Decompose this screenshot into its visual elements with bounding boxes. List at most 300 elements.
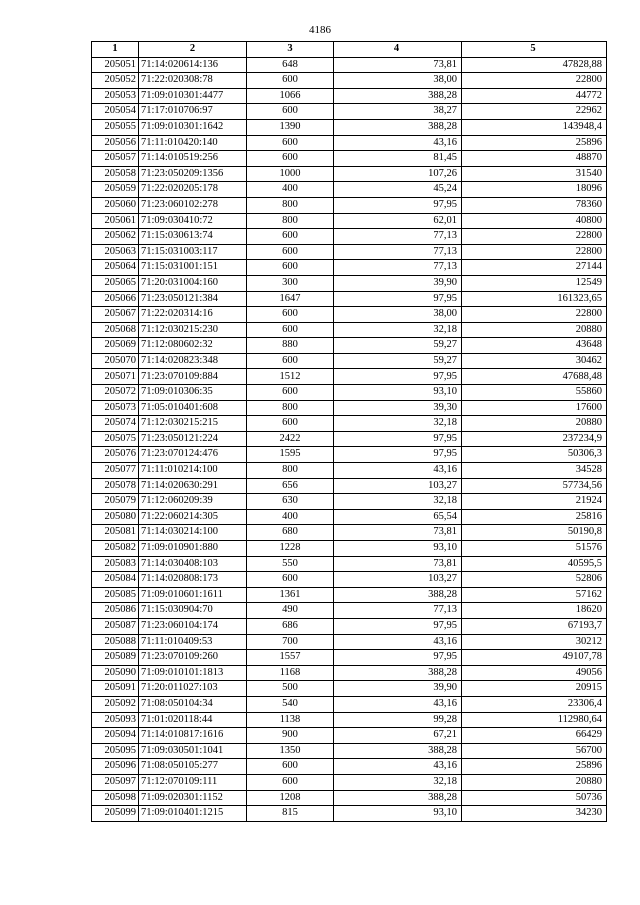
table-row [92,229,607,245]
area-cell: 600 [247,572,334,588]
value-cell: 57162 [462,587,607,603]
row-number-cell: 205058 [92,166,139,182]
value-cell: 27144 [462,260,607,276]
data-table [91,41,607,822]
cadastral-number-cell: 71:23:070109:260 [139,650,247,666]
table-row [92,182,607,198]
value-cell: 56700 [462,743,607,759]
table-row [92,587,607,603]
row-number-cell: 205098 [92,790,139,806]
row-number-cell: 205070 [92,353,139,369]
rate-cell: 32,18 [334,494,462,510]
cadastral-number-cell: 71:11:010409:53 [139,634,247,650]
row-number-cell: 205078 [92,478,139,494]
cadastral-number-cell: 71:09:020301:1152 [139,790,247,806]
cadastral-number-cell: 71:22:020205:178 [139,182,247,198]
row-number-cell: 205074 [92,416,139,432]
row-number-cell: 205089 [92,650,139,666]
row-number-cell: 205097 [92,774,139,790]
rate-cell: 73,81 [334,57,462,73]
row-number-cell: 205073 [92,400,139,416]
table-row [92,291,607,307]
cadastral-number-cell: 71:15:031003:117 [139,244,247,260]
rate-cell: 73,81 [334,525,462,541]
value-cell: 52806 [462,572,607,588]
value-cell: 112980,64 [462,712,607,728]
cadastral-number-cell: 71:09:030410:72 [139,213,247,229]
cadastral-number-cell: 71:14:020614:136 [139,57,247,73]
rate-cell: 59,27 [334,338,462,354]
cadastral-number-cell: 71:14:020630:291 [139,478,247,494]
table-row [92,728,607,744]
value-cell: 66429 [462,728,607,744]
cadastral-number-cell: 71:14:020823:348 [139,353,247,369]
row-number-cell: 205062 [92,229,139,245]
value-cell: 78360 [462,197,607,213]
rate-cell: 388,28 [334,743,462,759]
row-number-cell: 205075 [92,431,139,447]
value-cell: 30462 [462,353,607,369]
table-row [92,463,607,479]
cadastral-number-cell: 71:09:010101:1813 [139,665,247,681]
table-row [92,447,607,463]
table-row [92,572,607,588]
value-cell: 20915 [462,681,607,697]
row-number-cell: 205052 [92,73,139,89]
table-row [92,759,607,775]
value-cell: 50306,3 [462,447,607,463]
rate-cell: 388,28 [334,587,462,603]
value-cell: 237234,9 [462,431,607,447]
table-row [92,135,607,151]
table-row [92,712,607,728]
area-cell: 1138 [247,712,334,728]
rate-cell: 38,27 [334,104,462,120]
value-cell: 161323,65 [462,291,607,307]
row-number-cell: 205096 [92,759,139,775]
cadastral-number-cell: 71:12:030215:215 [139,416,247,432]
cadastral-number-cell: 71:11:010420:140 [139,135,247,151]
rate-cell: 388,28 [334,790,462,806]
cadastral-number-cell: 71:20:011027:103 [139,681,247,697]
value-cell: 67193,7 [462,618,607,634]
cadastral-number-cell: 71:12:060209:39 [139,494,247,510]
area-cell: 700 [247,634,334,650]
table-row [92,603,607,619]
value-cell: 50190,8 [462,525,607,541]
rate-cell: 43,16 [334,696,462,712]
row-number-cell: 205064 [92,260,139,276]
value-cell: 12549 [462,275,607,291]
row-number-cell: 205054 [92,104,139,120]
row-number-cell: 205079 [92,494,139,510]
row-number-cell: 205099 [92,806,139,822]
value-cell: 51576 [462,541,607,557]
area-cell: 815 [247,806,334,822]
table-row [92,244,607,260]
rate-cell: 43,16 [334,463,462,479]
rate-cell: 32,18 [334,416,462,432]
cadastral-number-cell: 71:23:060104:174 [139,618,247,634]
table-row [92,369,607,385]
cadastral-number-cell: 71:17:010706:97 [139,104,247,120]
rate-cell: 97,95 [334,291,462,307]
row-number-cell: 205085 [92,587,139,603]
row-number-cell: 205059 [92,182,139,198]
rate-cell: 39,90 [334,681,462,697]
area-cell: 600 [247,774,334,790]
cadastral-number-cell: 71:09:010601:1611 [139,587,247,603]
table-row [92,307,607,323]
row-number-cell: 205057 [92,151,139,167]
cadastral-number-cell: 71:20:031004:160 [139,275,247,291]
row-number-cell: 205068 [92,322,139,338]
rate-cell: 107,26 [334,166,462,182]
cadastral-number-cell: 71:14:010817:1616 [139,728,247,744]
table-row [92,104,607,120]
area-cell: 800 [247,463,334,479]
value-cell: 18620 [462,603,607,619]
area-cell: 1647 [247,291,334,307]
area-cell: 600 [247,307,334,323]
area-cell: 1512 [247,369,334,385]
row-number-cell: 205072 [92,385,139,401]
cadastral-number-cell: 71:23:050209:1356 [139,166,247,182]
value-cell: 18096 [462,182,607,198]
cadastral-number-cell: 71:23:070109:884 [139,369,247,385]
value-cell: 43648 [462,338,607,354]
area-cell: 1557 [247,650,334,666]
cadastral-number-cell: 71:23:070124:476 [139,447,247,463]
area-cell: 1208 [247,790,334,806]
table-row [92,634,607,650]
value-cell: 50736 [462,790,607,806]
table-row [92,119,607,135]
column-header: 5 [462,42,607,58]
value-cell: 17600 [462,400,607,416]
cadastral-number-cell: 71:14:030408:103 [139,556,247,572]
cadastral-number-cell: 71:09:030501:1041 [139,743,247,759]
value-cell: 22962 [462,104,607,120]
row-number-cell: 205060 [92,197,139,213]
table-row [92,650,607,666]
cadastral-number-cell: 71:23:060102:278 [139,197,247,213]
area-cell: 686 [247,618,334,634]
cadastral-number-cell: 71:09:010401:1215 [139,806,247,822]
area-cell: 1228 [247,541,334,557]
row-number-cell: 205086 [92,603,139,619]
column-header: 1 [92,42,139,58]
value-cell: 48870 [462,151,607,167]
cadastral-number-cell: 71:22:020314:16 [139,307,247,323]
table-row [92,353,607,369]
rate-cell: 45,24 [334,182,462,198]
table-row [92,556,607,572]
rate-cell: 73,81 [334,556,462,572]
rate-cell: 81,45 [334,151,462,167]
area-cell: 600 [247,322,334,338]
row-number-cell: 205053 [92,88,139,104]
row-number-cell: 205065 [92,275,139,291]
cadastral-number-cell: 71:05:010401:608 [139,400,247,416]
value-cell: 22800 [462,307,607,323]
rate-cell: 93,10 [334,385,462,401]
rate-cell: 39,90 [334,275,462,291]
area-cell: 656 [247,478,334,494]
table-row [92,322,607,338]
area-cell: 600 [247,151,334,167]
cadastral-number-cell: 71:22:020308:78 [139,73,247,89]
table-row [92,790,607,806]
area-cell: 600 [247,244,334,260]
table-row [92,494,607,510]
area-cell: 1361 [247,587,334,603]
table-row [92,385,607,401]
table-row [92,618,607,634]
area-cell: 1595 [247,447,334,463]
table-row [92,338,607,354]
value-cell: 40595,5 [462,556,607,572]
rate-cell: 43,16 [334,135,462,151]
cadastral-number-cell: 71:01:020118:44 [139,712,247,728]
value-cell: 47828,88 [462,57,607,73]
cadastral-number-cell: 71:08:050104:34 [139,696,247,712]
value-cell: 25816 [462,509,607,525]
area-cell: 600 [247,104,334,120]
rate-cell: 39,30 [334,400,462,416]
value-cell: 55860 [462,385,607,401]
row-number-cell: 205082 [92,541,139,557]
table-row [92,88,607,104]
table-row [92,774,607,790]
cadastral-number-cell: 71:15:030904:70 [139,603,247,619]
value-cell: 40800 [462,213,607,229]
area-cell: 1168 [247,665,334,681]
value-cell: 20880 [462,322,607,338]
table-row [92,806,607,822]
cadastral-number-cell: 71:09:010306:35 [139,385,247,401]
area-cell: 800 [247,400,334,416]
table-row [92,681,607,697]
cadastral-number-cell: 71:23:050121:384 [139,291,247,307]
area-cell: 600 [247,416,334,432]
table-row [92,478,607,494]
value-cell: 31540 [462,166,607,182]
cadastral-number-cell: 71:14:030214:100 [139,525,247,541]
area-cell: 1066 [247,88,334,104]
value-cell: 49056 [462,665,607,681]
table-row [92,696,607,712]
column-header: 2 [139,42,247,58]
cadastral-number-cell: 71:14:010519:256 [139,151,247,167]
value-cell: 25896 [462,135,607,151]
rate-cell: 103,27 [334,572,462,588]
table-header-row [92,42,607,58]
area-cell: 600 [247,385,334,401]
rate-cell: 32,18 [334,322,462,338]
rate-cell: 32,18 [334,774,462,790]
row-number-cell: 205063 [92,244,139,260]
area-cell: 800 [247,197,334,213]
rate-cell: 77,13 [334,229,462,245]
cadastral-number-cell: 71:14:020808:173 [139,572,247,588]
value-cell: 30212 [462,634,607,650]
value-cell: 34528 [462,463,607,479]
cadastral-number-cell: 71:15:030613:74 [139,229,247,245]
cadastral-number-cell: 71:08:050105:277 [139,759,247,775]
row-number-cell: 205056 [92,135,139,151]
value-cell: 34230 [462,806,607,822]
row-number-cell: 205071 [92,369,139,385]
table-row [92,509,607,525]
rate-cell: 59,27 [334,353,462,369]
row-number-cell: 205055 [92,119,139,135]
table-row [92,260,607,276]
table-row [92,525,607,541]
value-cell: 20880 [462,416,607,432]
rate-cell: 97,95 [334,650,462,666]
row-number-cell: 205067 [92,307,139,323]
row-number-cell: 205077 [92,463,139,479]
rate-cell: 38,00 [334,307,462,323]
table-row [92,197,607,213]
table-row [92,665,607,681]
row-number-cell: 205090 [92,665,139,681]
area-cell: 2422 [247,431,334,447]
row-number-cell: 205051 [92,57,139,73]
rate-cell: 67,21 [334,728,462,744]
column-header: 4 [334,42,462,58]
rate-cell: 97,95 [334,431,462,447]
rate-cell: 97,95 [334,369,462,385]
row-number-cell: 205093 [92,712,139,728]
area-cell: 600 [247,135,334,151]
table-body [92,57,607,821]
table-row [92,151,607,167]
area-cell: 800 [247,213,334,229]
value-cell: 20880 [462,774,607,790]
area-cell: 600 [247,759,334,775]
table-row [92,275,607,291]
cadastral-number-cell: 71:09:010301:1642 [139,119,247,135]
rate-cell: 65,54 [334,509,462,525]
table-row [92,743,607,759]
area-cell: 1390 [247,119,334,135]
table-row [92,166,607,182]
area-cell: 300 [247,275,334,291]
area-cell: 540 [247,696,334,712]
table-row [92,213,607,229]
value-cell: 47688,48 [462,369,607,385]
row-number-cell: 205066 [92,291,139,307]
rate-cell: 93,10 [334,541,462,557]
table-row [92,416,607,432]
rate-cell: 97,95 [334,618,462,634]
rate-cell: 38,00 [334,73,462,89]
rate-cell: 77,13 [334,603,462,619]
table-row [92,541,607,557]
table-row [92,431,607,447]
value-cell: 22800 [462,73,607,89]
cadastral-number-cell: 71:22:060214:305 [139,509,247,525]
column-header: 3 [247,42,334,58]
area-cell: 600 [247,353,334,369]
cadastral-number-cell: 71:23:050121:224 [139,431,247,447]
row-number-cell: 205087 [92,618,139,634]
value-cell: 57734,56 [462,478,607,494]
area-cell: 880 [247,338,334,354]
table-row [92,400,607,416]
cadastral-number-cell: 71:11:010214:100 [139,463,247,479]
rate-cell: 43,16 [334,759,462,775]
area-cell: 490 [247,603,334,619]
cadastral-number-cell: 71:09:010901:880 [139,541,247,557]
value-cell: 44772 [462,88,607,104]
value-cell: 23306,4 [462,696,607,712]
area-cell: 400 [247,509,334,525]
value-cell: 22800 [462,244,607,260]
row-number-cell: 205076 [92,447,139,463]
area-cell: 648 [247,57,334,73]
row-number-cell: 205092 [92,696,139,712]
row-number-cell: 205095 [92,743,139,759]
page-number: 4186 [309,24,331,36]
rate-cell: 43,16 [334,634,462,650]
value-cell: 21924 [462,494,607,510]
cadastral-number-cell: 71:12:080602:32 [139,338,247,354]
value-cell: 25896 [462,759,607,775]
row-number-cell: 205061 [92,213,139,229]
area-cell: 1000 [247,166,334,182]
table-row [92,73,607,89]
rate-cell: 388,28 [334,88,462,104]
cadastral-number-cell: 71:12:070109:111 [139,774,247,790]
area-cell: 500 [247,681,334,697]
value-cell: 143948,4 [462,119,607,135]
area-cell: 600 [247,260,334,276]
cadastral-number-cell: 71:09:010301:4477 [139,88,247,104]
rate-cell: 62,01 [334,213,462,229]
area-cell: 680 [247,525,334,541]
row-number-cell: 205080 [92,509,139,525]
area-cell: 550 [247,556,334,572]
cadastral-number-cell: 71:12:030215:230 [139,322,247,338]
row-number-cell: 205091 [92,681,139,697]
rate-cell: 103,27 [334,478,462,494]
row-number-cell: 205083 [92,556,139,572]
rate-cell: 97,95 [334,447,462,463]
rate-cell: 99,28 [334,712,462,728]
value-cell: 22800 [462,229,607,245]
rate-cell: 93,10 [334,806,462,822]
value-cell: 49107,78 [462,650,607,666]
row-number-cell: 205081 [92,525,139,541]
area-cell: 400 [247,182,334,198]
row-number-cell: 205084 [92,572,139,588]
area-cell: 600 [247,229,334,245]
rate-cell: 77,13 [334,260,462,276]
row-number-cell: 205094 [92,728,139,744]
area-cell: 630 [247,494,334,510]
cadastral-number-cell: 71:15:031001:151 [139,260,247,276]
rate-cell: 388,28 [334,665,462,681]
area-cell: 600 [247,73,334,89]
table-row [92,57,607,73]
area-cell: 900 [247,728,334,744]
rate-cell: 97,95 [334,197,462,213]
row-number-cell: 205088 [92,634,139,650]
row-number-cell: 205069 [92,338,139,354]
